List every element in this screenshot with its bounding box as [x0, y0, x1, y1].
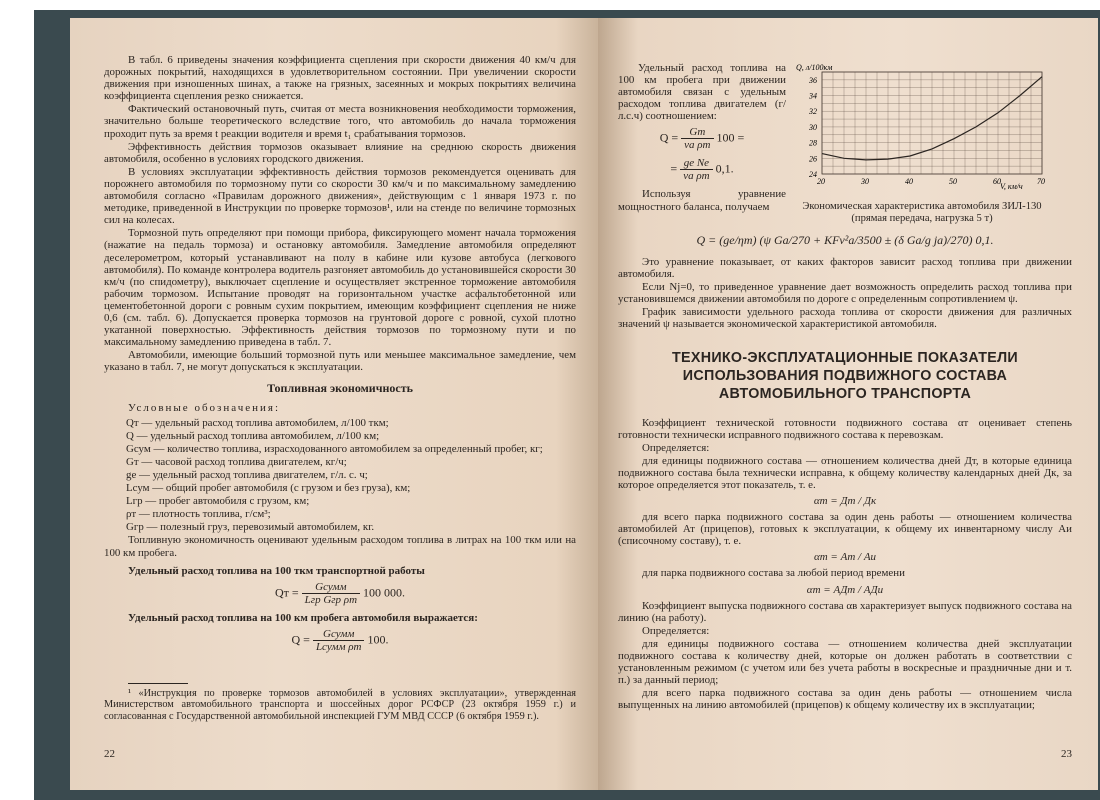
- x-tick-label: 20: [817, 177, 825, 186]
- left-paragraphs: [104, 54, 576, 373]
- y-tick-label: 32: [809, 107, 817, 117]
- formula-tail: 100.: [367, 631, 389, 646]
- paragraph: для всего парка подвижного состава за один день работы — отношением количества автомобилей Ат (прицепов), готовых к эксплуатации, к общему их инвентарному числу Аи (списочному составу), т. е.: [618, 511, 1072, 548]
- paragraph: Топливную экономичность оценивают удельным расходом топлива в литрах на 100 ткм или на 100 км пробега.: [104, 534, 576, 559]
- section-title: Топливная экономичность: [267, 381, 413, 396]
- paragraph: График зависимости удельного расхода топлива от скорости движения для различных значений ψ называется экономической характеристикой автомобиля.: [618, 306, 1072, 331]
- formula-lhs: =: [670, 161, 678, 176]
- paragraph: В табл. 6 приведены значения коэффициента сцепления при скорости движения 40 км/ч для дорожных покрытий, находящихся в удовлетворительном состоянии. При увеличении скорости движения при изношенных шинах, а также на грязных, засеянных и мокрых покрытиях величина коэффициента сцепления резко снижается.: [104, 54, 576, 103]
- paragraph: Определяется:: [642, 624, 710, 637]
- conventions-label: Условные обозначения:: [128, 402, 281, 415]
- formula-q-gt: [618, 126, 786, 151]
- numerator: Gсумм: [302, 581, 360, 594]
- formula-tail: 0,1.: [715, 161, 734, 176]
- formula-alpha-unit: αт = Дт / Дк: [813, 495, 877, 508]
- x-tick-label: 40: [905, 177, 913, 186]
- paragraph: Определяется:: [642, 441, 710, 454]
- definition-item: Lгр — пробег автомобиля с грузом, км;: [126, 495, 310, 508]
- fraction: [680, 157, 712, 182]
- y-tick-label: 30: [809, 122, 817, 132]
- paragraph: для всего парка подвижного состава за один день работы — отношением числа выпущенных на линию автомобилей (прицепов) к общему количеству их в эксплуатации;: [618, 687, 1072, 712]
- numerator: Gт: [681, 126, 713, 139]
- y-tick-label: 34: [809, 91, 817, 101]
- x-axis-label: V, км/ч: [1000, 182, 1023, 191]
- definition-item: Q — удельный расход топлива автомобилем, л/100 км;: [126, 430, 380, 443]
- denominator: Lсумм ρт: [315, 640, 362, 653]
- formula-lhs: Q =: [659, 130, 679, 145]
- formula-alpha-period: αт = АДт / АДи: [806, 583, 884, 596]
- formula-tail: 100 =: [716, 130, 745, 145]
- intro-block: [618, 62, 786, 225]
- numerator: Gсумм: [313, 628, 365, 641]
- paragraph: Коэффициент технической готовности подвижного состава αт оценивает степень готовности технически исправного подвижного состава к перевозкам.: [618, 416, 1072, 441]
- paragraph: Если Nj=0, то приведенное уравнение дает возможность определить расход топлива при установившемся движении автомобиля по дороге с определенным сопротивлением ψ.: [618, 281, 1072, 306]
- fraction: [313, 628, 365, 653]
- page-number: 22: [104, 748, 115, 760]
- paragraph: Эффективность действия тормозов оказывает влияние на среднюю скорость движения автомобиля, особенно в условиях городского движения.: [104, 140, 576, 165]
- definition-item: Gгр — полезный груз, перевозимый автомобилем, кг.: [126, 521, 375, 534]
- paragraph: для парка подвижного состава за любой период времени: [642, 567, 905, 580]
- chart-svg: [794, 62, 1050, 194]
- denominator: Lгр Gгр ρт: [304, 593, 358, 606]
- left-page: [70, 18, 598, 790]
- definition-item: Qт — удельный расход топлива автомобилем, л/100 ткм;: [126, 417, 389, 430]
- formula-tail: 100 000.: [363, 584, 406, 599]
- definition-item: Lсум — общий пробег автомобиля (с грузом и без груза), км;: [126, 482, 411, 495]
- definition-item: Gсум — количество топлива, израсходованного автомобилем за определенный пробег, кг;: [126, 443, 543, 456]
- paragraph: Это уравнение показывает, от каких факторов зависит расход топлива при движении автомобиля.: [618, 256, 1072, 281]
- chart-grid: [808, 72, 1045, 186]
- y-axis-label: Q, л/100км: [796, 63, 833, 72]
- fraction: [302, 581, 360, 606]
- x-tick-label: 60: [993, 177, 1001, 186]
- formula-fuel-per-tkm: [104, 581, 576, 606]
- definition-item: gе — удельный расход топлива двигателем, г/л. с. ч;: [126, 469, 368, 482]
- denominator: vа ρт: [683, 170, 710, 183]
- paragraph: Автомобили, имеющие больший тормозной путь или меньшее максимальное замедление, чем указано в табл. 7, не могут допускаться к эксплуатации.: [104, 349, 576, 374]
- economy-chart: [794, 62, 1050, 225]
- footnote: ¹ «Инструкция по проверке тормозов автомобилей в условиях эксплуатации», утвержденная Министерством автомобильного транспорта и шоссейных дорог РСФСР (23 октября 1959 г.) и согласованная с Государственной автомобильной инспекцией ГУМ МВД СССР (6 октября 1959 г.).: [104, 687, 576, 723]
- paragraph: Используя уравнение мощностного баланса, получаем: [618, 188, 786, 213]
- paragraph: Удельный расход топлива на 100 км пробега при движении автомобиля связан с удельным расходом топлива двигателем (г/л.с.ч) соотношением:: [618, 62, 786, 123]
- formula-q-ge: [618, 157, 786, 182]
- paragraph: для единицы подвижного состава — отношением количества дней эксплуатации подвижного состава к количеству дней, которые он должен работать в соответствии с установленным режимом (с учетом или без учета работы в воскресные и праздничные дни и т. п.) за данный период;: [618, 637, 1072, 687]
- formula-alpha-park: αт = Ат / Аи: [813, 551, 877, 564]
- numerator: gе Nе: [680, 157, 712, 170]
- right-page: [598, 18, 1098, 790]
- paragraph: Тормозной путь определяют при помощи прибора, фиксирующего момент начала торможения (нажатие на педаль тормоза) и остановку автомобиля. Замедление автомобиля определяют деселерометром, который устанавливают на полу в кабине или кузове автобуса (легкового автомобиля). По команде контролера водитель разгоняет автомобиль до установившейся скорости 30 км/ч (по спидометру), выключает сцепление и осуществляет экстренное торможение автомобиля рабочим тормозом. Испытание проводят на горизонтальном участке асфальтобетонной или цементобетонной дороги с ровным сухим покрытием, имеющим коэффициент сцепления не ниже 0,6 (см. табл. 6). Допускается проверка тормозов на грунтовой дороге с ровной, сухой плотно укатанной поверхностью. Эффективность действия тормозов по тормозному пути и по максимальному замедлению приведена в табл. 7.: [104, 227, 576, 349]
- formula-power-balance: Q = (gе/ηт) (ψ Gа/270 + KFv²а/3500 ± (δ Gа/g jа)/270) 0,1.: [696, 233, 994, 247]
- fraction: [681, 126, 713, 151]
- paragraph: для единицы подвижного состава — отношением количества дней Дт, в которые единица подвижного состава была технически исправна, к общему количеству календарных дней Дк, за которое определяется этот показатель, т. е.: [618, 454, 1072, 492]
- definitions-list: [104, 417, 576, 534]
- chart-caption: Экономическая характеристика автомобиля ЗИЛ-130 (прямая передача, нагрузка 5 т): [802, 201, 1042, 224]
- y-tick-label: 28: [809, 138, 817, 148]
- x-tick-label: 70: [1037, 177, 1045, 186]
- formula-lhs: Q =: [291, 631, 310, 646]
- x-tick-label: 50: [949, 177, 957, 186]
- x-tick-label: 30: [861, 177, 869, 186]
- formula-heading: Удельный расход топлива на 100 ткм транспортной работы: [128, 564, 425, 577]
- chapter-heading: ТЕХНИКО-ЭКСПЛУАТАЦИОННЫЕ ПОКАЗАТЕЛИ ИСПОЛЬЗОВАНИЯ ПОДВИЖНОГО СОСТАВА АВТОМОБИЛЬНОГО ТРАНСПОРТА: [671, 349, 1019, 402]
- formula-lhs: Qт =: [274, 584, 299, 599]
- y-tick-label: 24: [809, 170, 817, 179]
- denominator: vа ρт: [684, 139, 711, 152]
- y-tick-label: 26: [809, 154, 817, 164]
- right-top-section: [618, 62, 1072, 225]
- formula-heading: Удельный расход топлива на 100 км пробега автомобиля выражается:: [128, 611, 478, 624]
- formula-fuel-per-km: [104, 628, 576, 653]
- footnote-rule: [128, 683, 188, 684]
- paragraph: Фактический остановочный путь, считая от места возникновения необходимости торможения, значительно больше теоретического вследствие того, что автомобиль до начала торможения проходит путь за время t реакции водителя и время t₁ срабатывания тормозов.: [104, 103, 576, 140]
- y-tick-label: 36: [809, 75, 817, 85]
- definition-item: ρт — плотность топлива, г/см³;: [126, 508, 271, 521]
- definition-item: Gт — часовой расход топлива двигателем, кг/ч;: [126, 456, 347, 469]
- paragraph: В условиях эксплуатации эффективность действия тормозов рекомендуется оценивать для порожнего автомобиля по тормозному пути со скорости 30 км/ч и по максимальному замедлению автомобиля согласно «Правилам дорожного движения», действующим с 1 января 1973 г. по методике, приведенной в Инструкции по проверке тормозов¹, или на стенде по величине тормозных сил на колесах.: [104, 165, 576, 227]
- page-number: 23: [1061, 748, 1072, 760]
- paragraph: Коэффициент выпуска подвижного состава αв характеризует выпуск подвижного состава на линию (на работу).: [618, 599, 1072, 624]
